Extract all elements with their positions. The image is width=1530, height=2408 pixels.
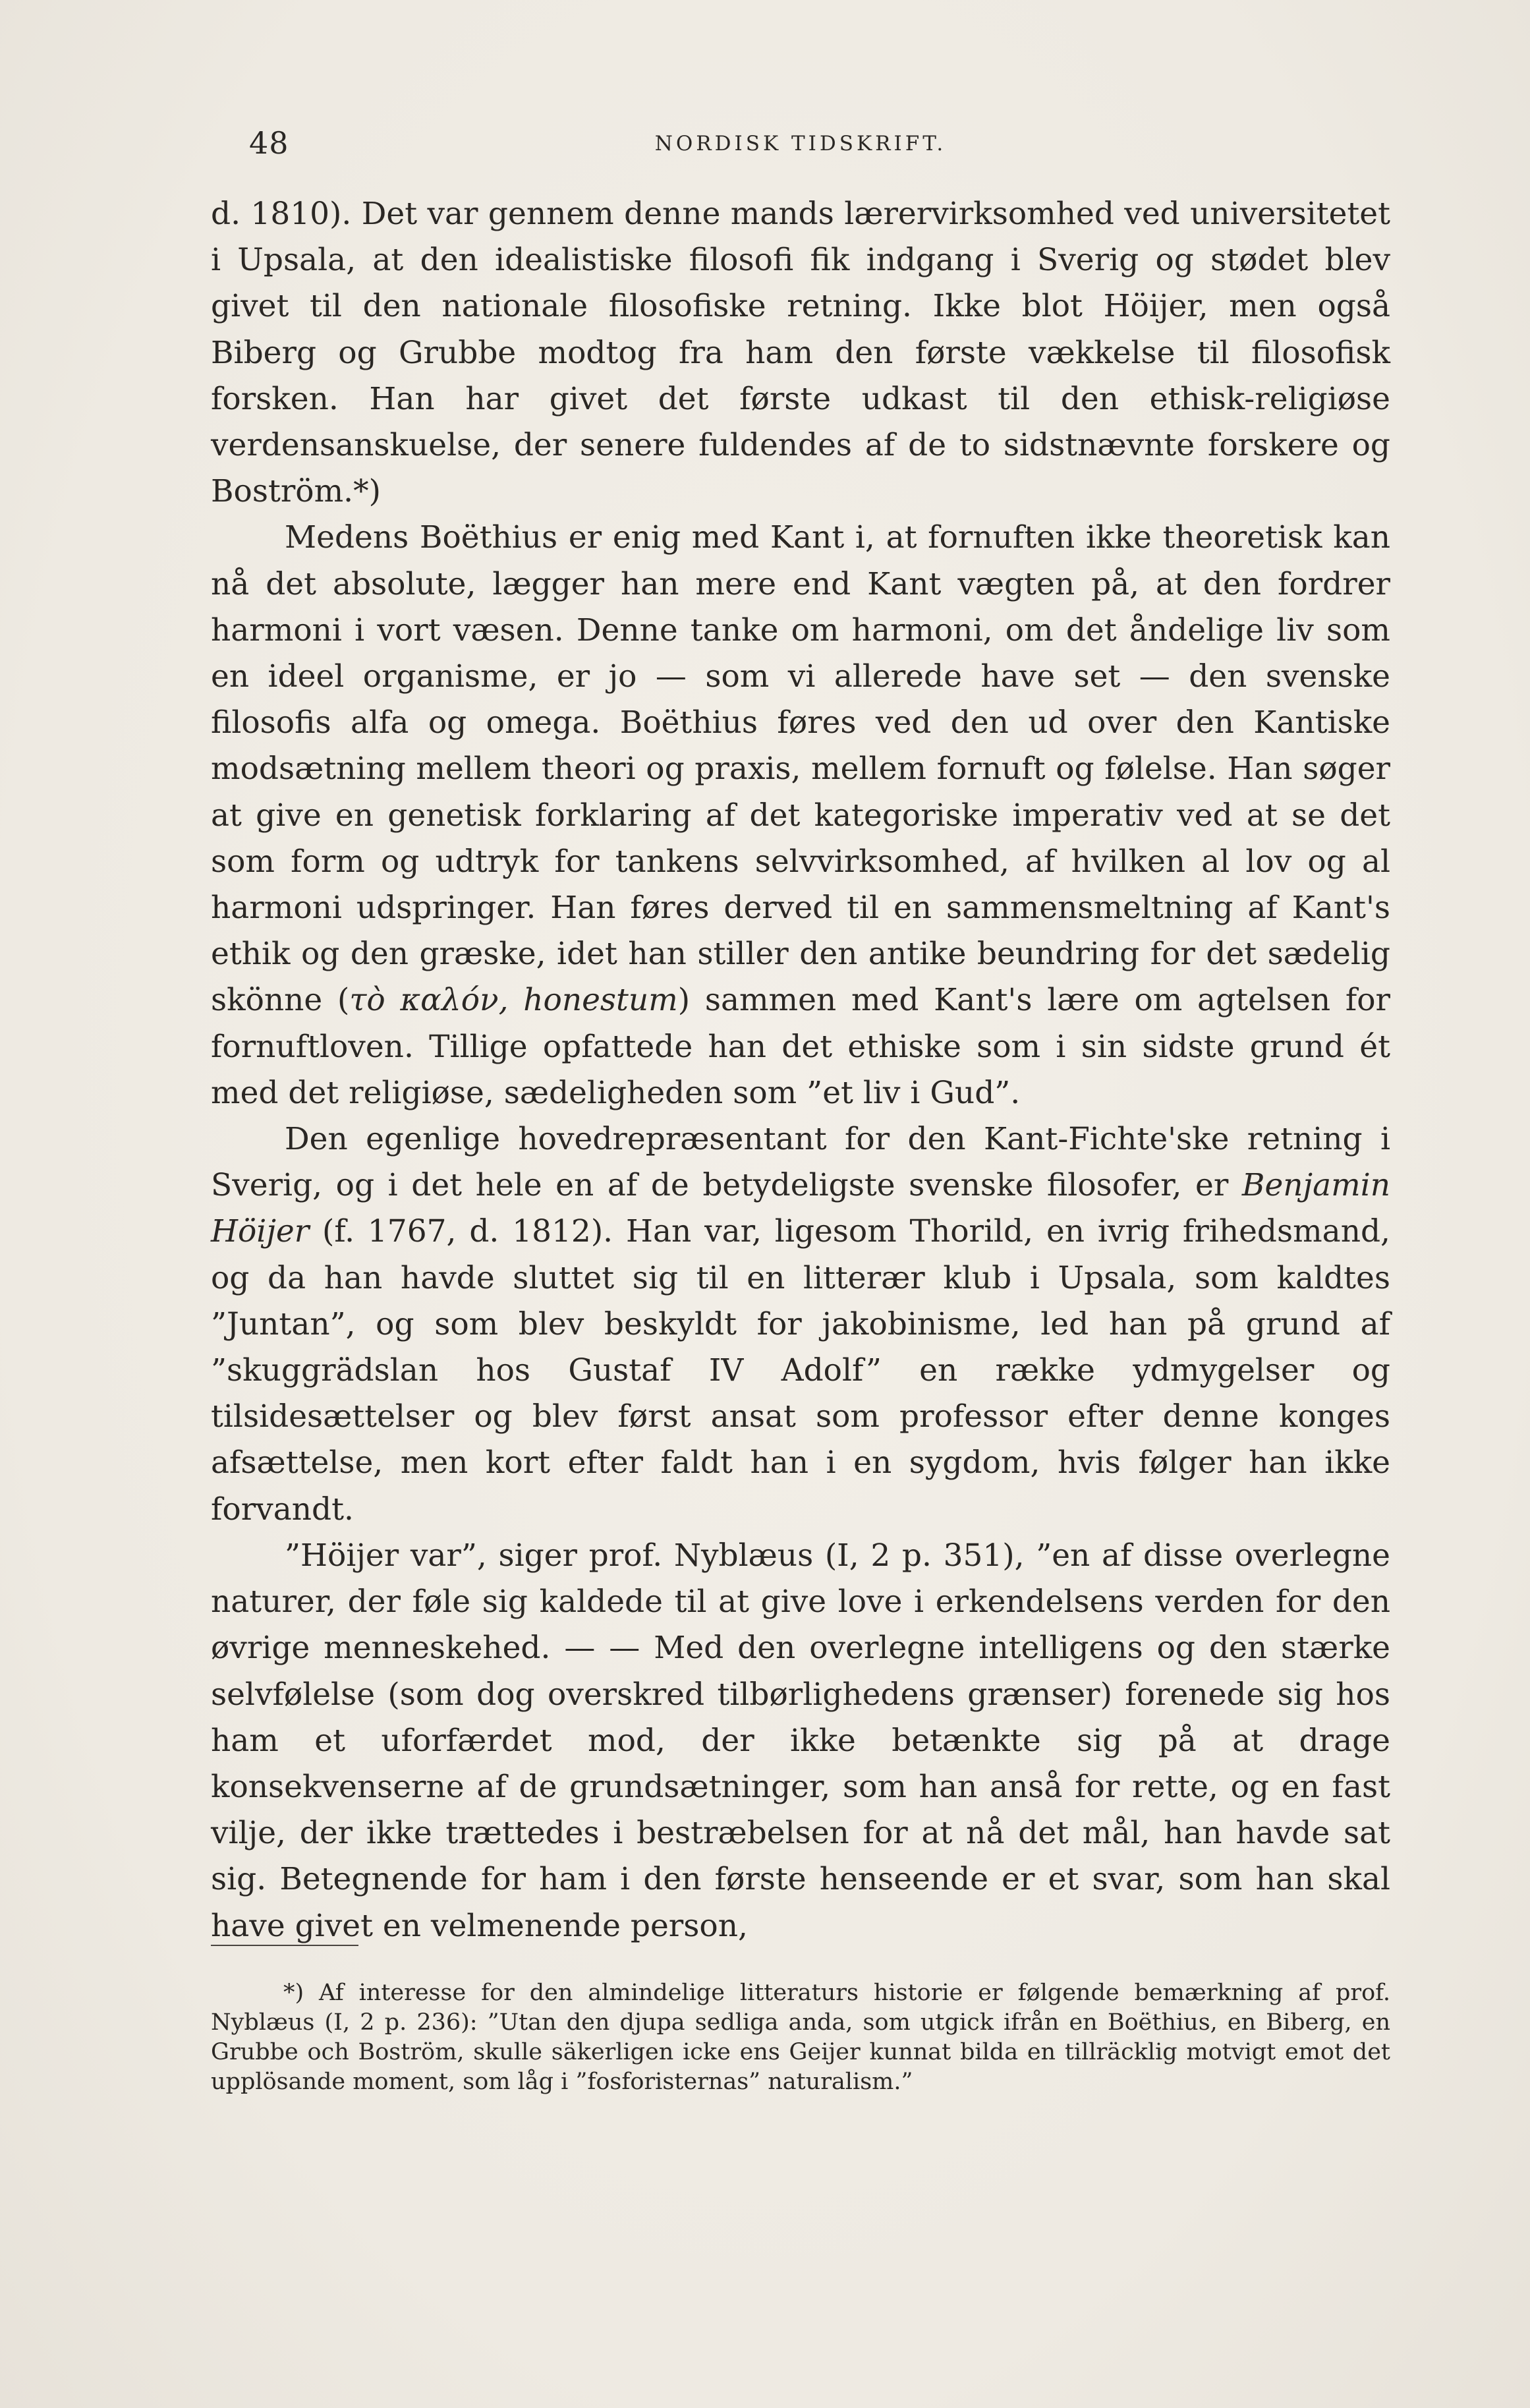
paragraph-2-text-b: ) sammen med Kant's lære om agtelsen for fornuftloven. Tillige opfattede han det ethiske som i sin sidste grund ét med det religiøse, sædeligheden som ”et liv i Gud”. <box>211 982 1390 1111</box>
paragraph-1: d. 1810). Det var gennem denne mands lærervirksomhed ved universitetet i Upsala, at den idealistiske filosofi fik indgang i Sverig og stødet blev givet til den nationale filosofiske retning. Ikke blot Höijer, men også Biberg og Grubbe modtog fra ham den første vækkelse til filosofisk forsken. Han har givet det første udkast til den ethisk-religiøse verdensanskuelse, der senere fuldendes af de to sidstnævnte forskere og Boström.*) <box>211 196 1390 510</box>
paragraph-4: ”Höijer var”, siger prof. Nyblæus (I, 2 p. 351), ”en af disse overlegne naturer, der føle sig kaldede til at give love i erkendelsens verden for den øvrige menneskehed. — — Med den overlegne intelligens og den stærke selvfølelse (som dog overskred tilbørlighedens grænser) forenede sig hos ham et uforfærdet mod, der ikke betænkte sig på at drage konsekvenserne af de grundsætninger, som han anså for rette, og en fast vilje, der ikke trættedes i bestræbelsen for at nå det mål, han havde sat sig. Betegnende for ham i den første henseende er et svar, som han skal have givet en velmenende person, <box>211 1537 1390 1944</box>
paragraph-3-text-a: Den egenlige hovedrepræsentant for den Kant-Fichte'ske retning i Sverig, og i det hele en af de betydeligste svenske filosofer, er <box>211 1121 1390 1204</box>
paragraph-3 <box>211 1116 1390 1533</box>
main-text <box>211 191 1390 1949</box>
footnote-divider <box>211 1945 358 1946</box>
person-name: Benjamin Höijer <box>211 1167 1390 1250</box>
footnote-1: *) Af interesse for den almindelige litteraturs historie er følgende bemærkning af prof. Nyblæus (I, 2 p. 236): ”Utan den djupa sedliga anda, som utgick ifrån en Boëthius, en Biberg, en Grubbe och Boström, skulle säkerligen icke ens Geijer kunnat bilda en tillräcklig motvigt emot det upplösande moment, som låg i ”fosforisternas” naturalism.” <box>211 1980 1390 2095</box>
page-number: 48 <box>249 125 289 161</box>
page-header <box>211 125 1390 171</box>
greek-phrase: τὸ καλόν, honestum <box>349 982 678 1019</box>
paragraph-2 <box>211 515 1390 1116</box>
footnotes <box>211 1978 1390 2097</box>
running-head: NORDISK TIDSKRIFT. <box>654 132 947 156</box>
paragraph-3-text-b: (f. 1767, d. 1812). Han var, ligesom Thorild, en ivrig frihedsmand, og da han havde sluttet sig til en litterær klub i Upsala, som kaldtes ”Juntan”, og som blev beskyldt for jakobinisme, led han på grund af ”skuggrädslan hos Gustaf IV Adolf” en række ydmygelser og tilsidesættelser og blev først ansat som professor efter denne konges afsættelse, men kort efter faldt han i en sygdom, hvis følger han ikke forvandt. <box>211 1213 1390 1528</box>
paragraph-2-text-a: Medens Boëthius er enig med Kant i, at fornuften ikke theoretisk kan nå det absolute, lægger han mere end Kant vægten på, at den fordrer harmoni i vort væsen. Denne tanke om harmoni, om det åndelige liv som en ideel organisme, er jo — som vi allerede have set — den svenske filosofis alfa og omega. Boëthius føres ved den ud over den Kantiske modsætning mellem theori og praxis, mellem fornuft og følelse. Han søger at give en genetisk forklaring af det kategoriske imperativ ved at se det som form og udtryk for tankens selvvirksomhed, af hvilken al lov og al harmoni udspringer. Han føres derved til en sammensmeltning af Kant's ethik og den græske, idet han stiller den antike beundring for det sædelig skönne ( <box>211 519 1390 1019</box>
